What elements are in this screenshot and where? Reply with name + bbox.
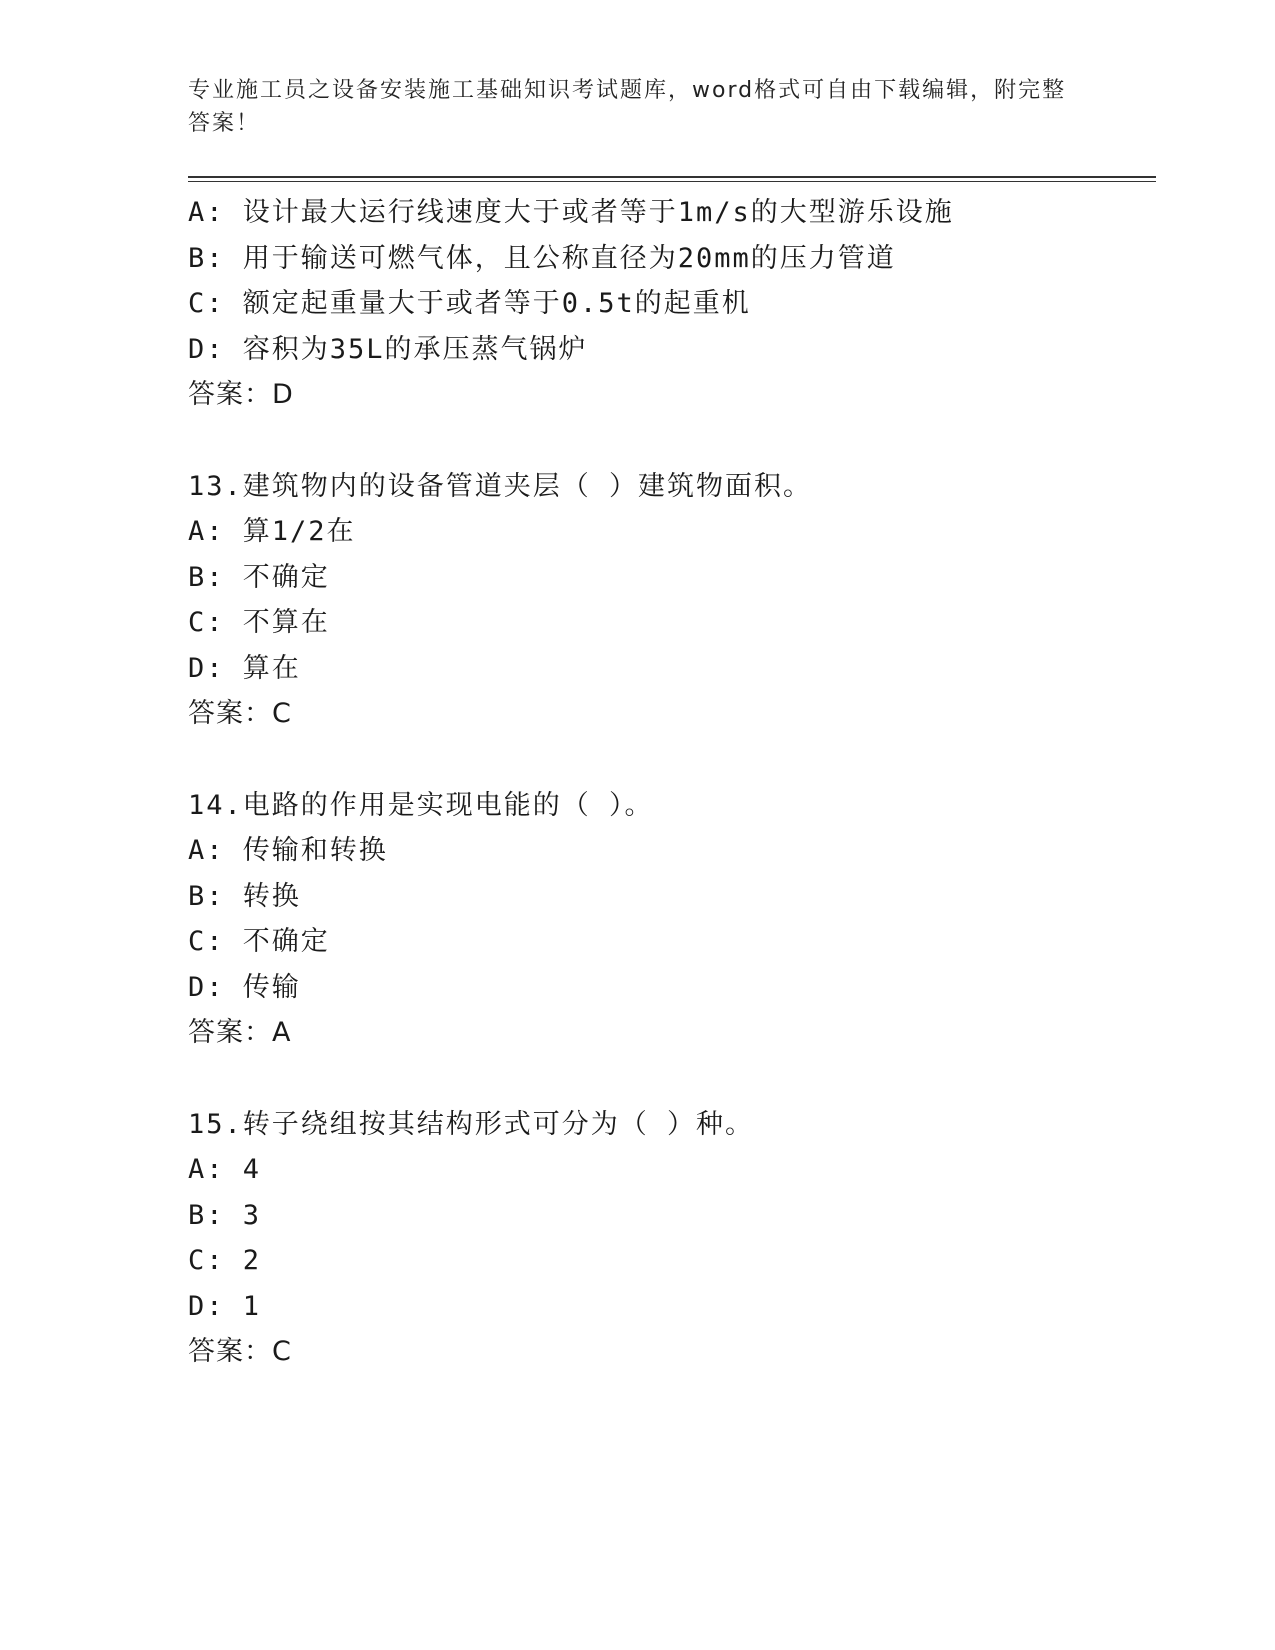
answer-line: 答案：C: [188, 1336, 292, 1367]
option-c: C: 不确定: [188, 926, 330, 957]
question-text: 14.电路的作用是实现电能的（ ）。: [188, 789, 654, 821]
option-c: C: 2: [188, 1245, 262, 1276]
option-d: D: 传输: [188, 971, 301, 1003]
option-c: C: 不算在: [188, 607, 330, 638]
question-block-15: [188, 1102, 1148, 1375]
option-d: D: 1: [188, 1290, 262, 1322]
answer-line: 答案：C: [188, 698, 292, 729]
answer-line: 答案：D: [188, 379, 294, 410]
option-b: B: 转换: [188, 880, 301, 912]
spacer: [188, 737, 1148, 783]
question-list: [188, 190, 1148, 1375]
option-b: B: 用于输送可燃气体，且公称直径为20mm的压力管道: [188, 242, 896, 274]
spacer: [188, 418, 1148, 464]
question-block-12: [188, 190, 1148, 418]
option-a: A: 算1/2在: [188, 516, 356, 547]
option-a: A: 传输和转换: [188, 835, 388, 866]
option-c: C: 额定起重量大于或者等于0.5t的起重机: [188, 288, 751, 319]
option-d: D: 容积为35L的承压蒸气锅炉: [188, 333, 588, 365]
option-b: B: 3: [188, 1199, 262, 1231]
question-text: 13.建筑物内的设备管道夹层（ ）建筑物面积。: [188, 470, 813, 502]
option-a: A: 设计最大运行线速度大于或者等于1m/s的大型游乐设施: [188, 197, 954, 228]
header-rule-thin: [188, 181, 1156, 182]
option-a: A: 4: [188, 1154, 262, 1185]
spacer: [188, 1056, 1148, 1102]
header-rule-thick: [188, 176, 1156, 178]
document-header: 专业施工员之设备安装施工基础知识考试题库，word格式可自由下载编辑，附完整答案！: [188, 78, 1067, 136]
option-d: D: 算在: [188, 652, 301, 684]
question-text: 15.转子绕组按其结构形式可分为（ ）种。: [188, 1108, 755, 1140]
option-b: B: 不确定: [188, 561, 330, 593]
question-block-14: [188, 783, 1148, 1056]
question-block-13: [188, 464, 1148, 737]
answer-line: 答案：A: [188, 1017, 292, 1048]
